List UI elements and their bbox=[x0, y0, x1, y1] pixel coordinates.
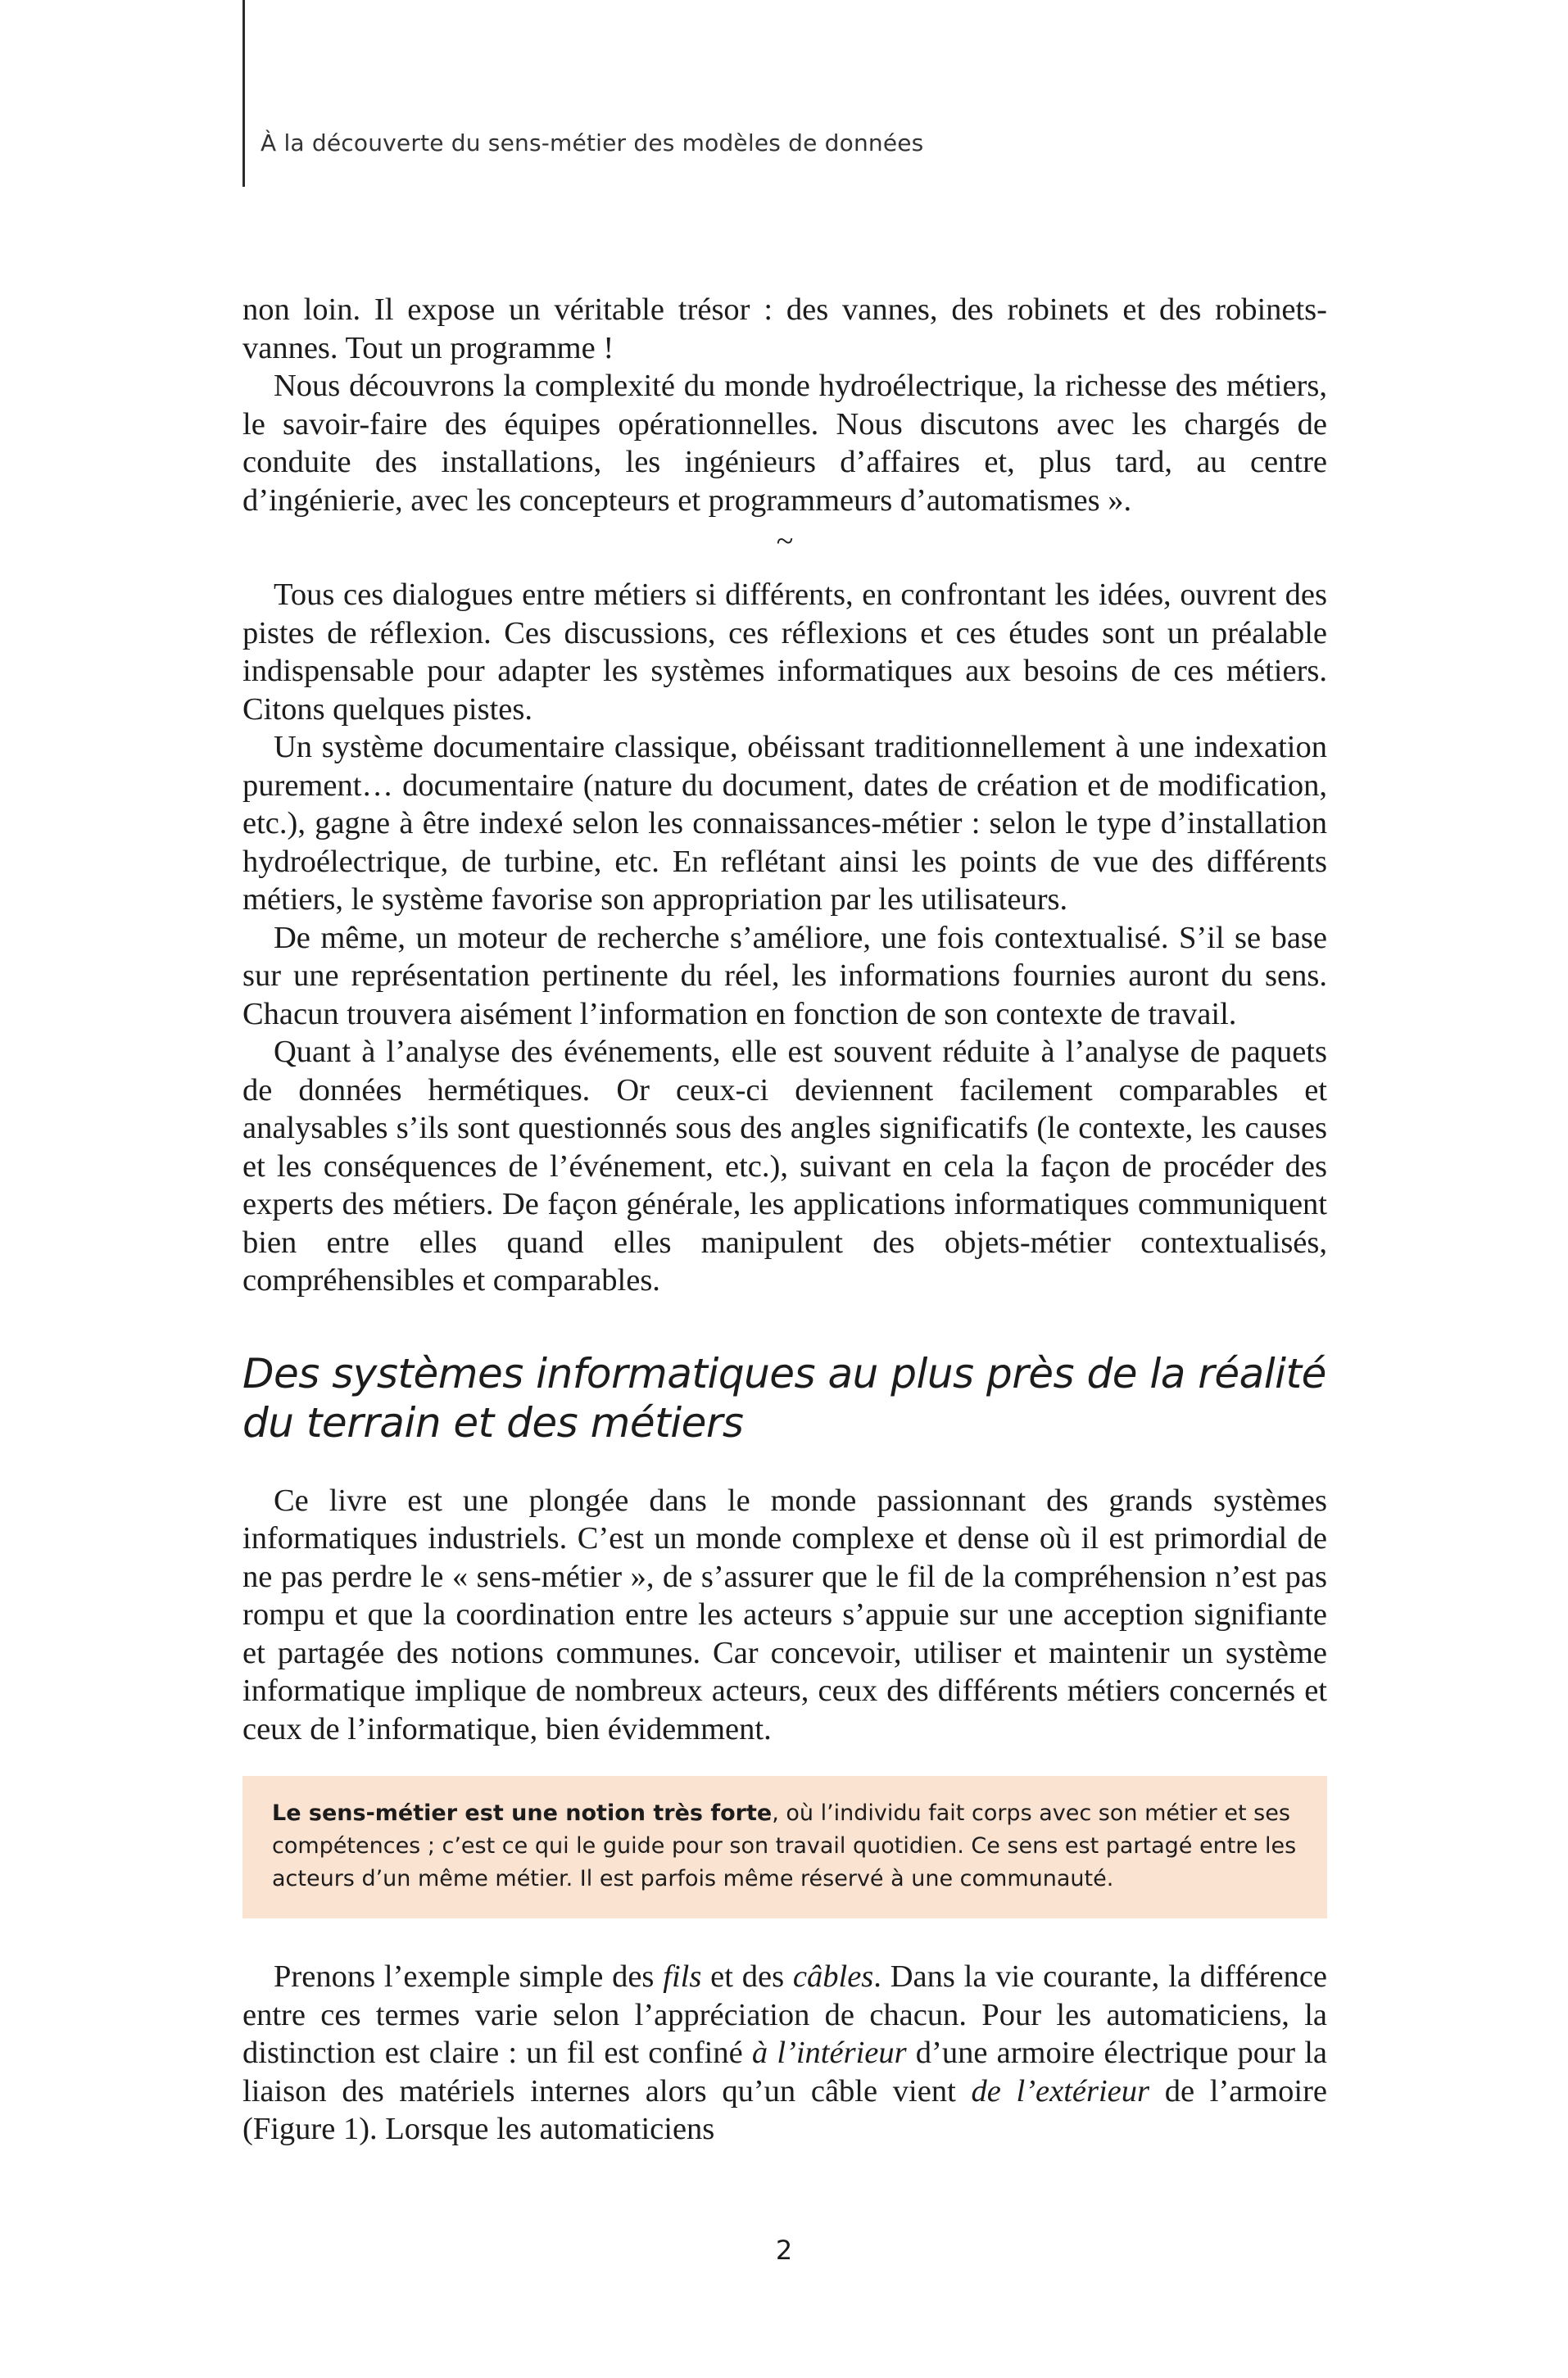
text-run: . Dans la vie courante, la différence entre ces termes varie selon l’appréciation de chacun. Pour les automaticiens, la distinction est claire : un fil est confiné bbox=[242, 1959, 1328, 2070]
paragraph: Tous ces dialogues entre métiers si différents, en confrontant les idées, ouvrent des pistes de réflexion. Ces discussions, ces réflexions et ces études sont un préalable indispensable pour adapter les systèmes informatiques aux besoins de ces métiers. Citons quelques pistes. bbox=[242, 578, 1327, 727]
paragraph: Nous découvrons la complexité du monde hydroélectrique, la richesse des métiers, le savoir-faire des équipes opérationnelles. Nous discutons avec les chargés de conduite des installations, les ingénieurs d’affaires et, plus tard, au centre d’ingénierie, avec les concepteurs et programmeurs d’automatismes ». bbox=[242, 369, 1327, 518]
paragraph-continued: non loin. Il expose un véritable trésor : des vannes, des robinets et des robinets-vannes. Tout un programme ! bbox=[242, 292, 1327, 365]
margin-rule bbox=[242, 0, 245, 187]
text-run: Prenons l’exemple simple des bbox=[274, 1959, 664, 1994]
paragraph: Ce livre est une plongée dans le monde passionnant des grands systèmes informatiques industriels. C’est un monde complexe et dense où il est primordial de ne pas perdre le « sens-métier », de s’assurer que le fil de la compréhension n’est pas rompu et que la coordination entre les acteurs s’appuie sur une acception signifiante et partagée des notions communes. Car concevoir, utiliser et maintenir un système informatique implique de nombreux acteurs, ceux des différents métiers concernés et ceux de l’informatique, bien évidemment. bbox=[242, 1483, 1327, 1746]
emphasis: de l’extérieur bbox=[971, 2073, 1149, 2108]
page-body bbox=[242, 291, 1327, 2149]
emphasis: à l’intérieur bbox=[751, 2036, 907, 2070]
running-head: À la découverte du sens-métier des modèles de données bbox=[261, 129, 924, 156]
text-run: et des bbox=[701, 1959, 793, 1994]
callout-text: , où l’individu fait corps avec son métier et ses compétences ; c’est ce qui le guide pour son travail quotidien. Ce sens est partagé entre les acteurs d’un même métier. Il est parfois même réservé à une communauté. bbox=[272, 1800, 1297, 1891]
paragraph: De même, un moteur de recherche s’améliore, une fois contextualisé. S’il se base sur une représentation pertinente du réel, les informations fournies auront du sens. Chacun trouvera aisément l’information en fonction de son contexte de travail. bbox=[242, 920, 1327, 1031]
callout-box bbox=[242, 1776, 1327, 1918]
paragraph bbox=[242, 1958, 1327, 2149]
text-run: d’une armoire électrique pour la liaison des matériels internes alors qu’un câble vient bbox=[242, 2036, 1328, 2108]
text-run: de l’armoire (Figure 1). Lorsque les automaticiens bbox=[242, 2073, 1327, 2146]
section-heading: Des systèmes informatiques au plus près de la réalité du terrain et des métiers bbox=[242, 1349, 1326, 1447]
paragraph: Quant à l’analyse des événements, elle est souvent réduite à l’analyse de paquets de données hermétiques. Or ceux-ci deviennent facilement comparables et analysables s’ils sont questionnés sous des angles significatifs (le contexte, les causes et les conséquences de l’événement, etc.), suivant en cela la façon de procéder des experts des métiers. De façon générale, les applications informatiques communiquent bien entre elles quand elles manipulent des objets-métier contextualisés, compréhensibles et comparables. bbox=[242, 1035, 1327, 1298]
emphasis: câbles bbox=[792, 1959, 874, 1994]
page-number: 2 bbox=[775, 2235, 793, 2266]
paragraph: Un système documentaire classique, obéissant traditionnellement à une indexation purement… documentaire (nature du document, dates de création et de modification, etc.), gagne à être indexé selon les connaissances-métier : selon le type d’installation hydroélectrique, de turbine, etc. En reflétant ainsi les points de vue des différents métiers, le système favorise son appropriation par les utilisateurs. bbox=[242, 730, 1327, 917]
section-separator: ~ bbox=[776, 524, 794, 559]
emphasis: fils bbox=[663, 1959, 702, 1994]
callout-bold-text: Le sens-métier est une notion très forte bbox=[272, 1800, 773, 1826]
